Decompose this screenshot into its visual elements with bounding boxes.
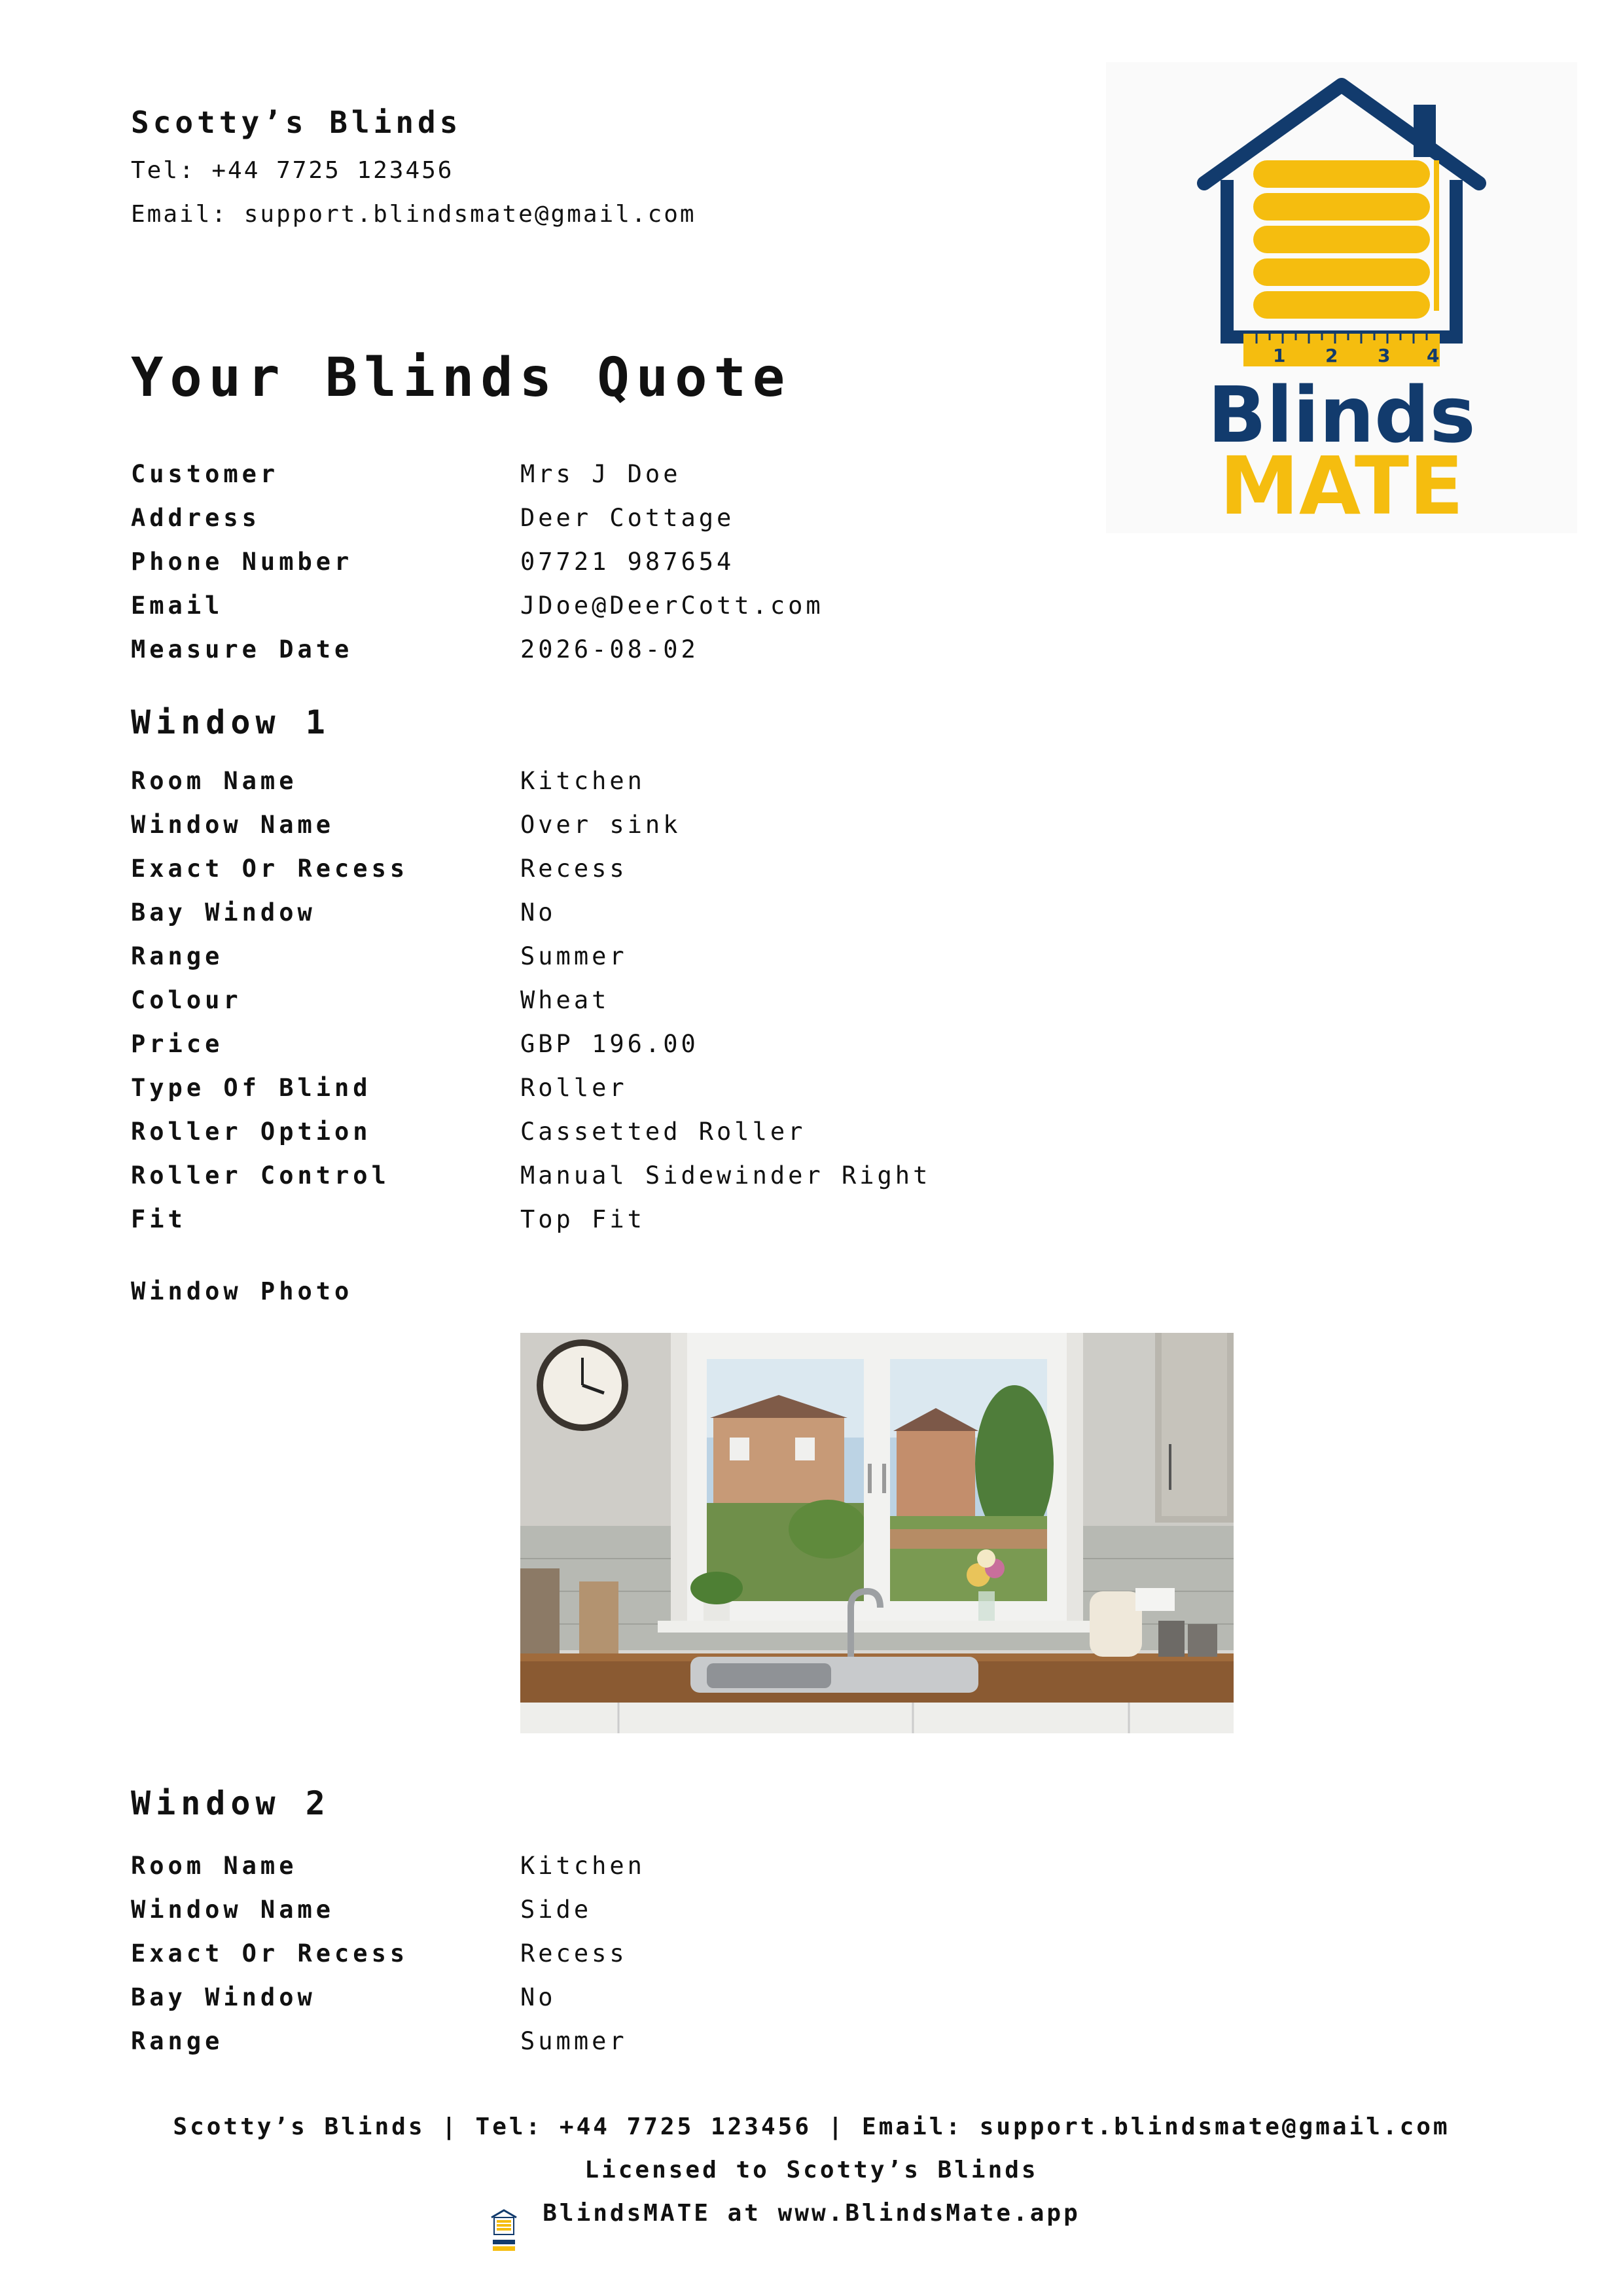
w1-fit-label: Fit xyxy=(131,1205,187,1233)
w1-roller-control-label: Roller Control xyxy=(131,1161,390,1190)
w1-price-value: GBP 196.00 xyxy=(520,1030,699,1058)
w1-bay-window-label: Bay Window xyxy=(131,898,316,927)
customer-label: Customer xyxy=(131,460,279,488)
window-photo xyxy=(520,1333,1234,1733)
footer-website: BlindsMATE at www.BlindsMate.app xyxy=(543,2200,1080,2227)
w1-exact-recess-value: Recess xyxy=(520,855,628,883)
w1-bay-window-value: No xyxy=(520,898,556,927)
w2-bay-window-value: No xyxy=(520,1983,556,2011)
w1-roller-control-value: Manual Sidewinder Right xyxy=(520,1161,931,1190)
measure-date-value: 2026-08-02 xyxy=(520,635,699,663)
w1-roller-option-value: Cassetted Roller xyxy=(520,1118,806,1146)
customer-value: Mrs J Doe xyxy=(520,460,681,488)
window-photo-label: Window Photo xyxy=(131,1277,353,1305)
logo-text-blinds: Blinds xyxy=(1207,370,1476,460)
w1-roller-option-label: Roller Option xyxy=(131,1118,372,1146)
blindsmate-small-logo xyxy=(488,2208,520,2254)
w1-type-of-blind-value: Roller xyxy=(520,1074,628,1102)
blindsmate-logo xyxy=(1106,62,1577,533)
ruler-number-2: 2 xyxy=(1325,345,1338,366)
w2-bay-window-label: Bay Window xyxy=(131,1983,316,2011)
w1-range-label: Range xyxy=(131,942,224,970)
w2-room-name-label: Room Name xyxy=(131,1852,298,1880)
business-name: Scotty’s Blinds xyxy=(131,105,462,140)
ruler-number-3: 3 xyxy=(1378,345,1391,366)
w1-exact-recess-label: Exact Or Recess xyxy=(131,855,409,883)
ruler-number-1: 1 xyxy=(1273,345,1286,366)
w1-room-name-label: Room Name xyxy=(131,767,298,795)
phone-label: Phone Number xyxy=(131,548,353,576)
footer-license: Licensed to Scotty’s Blinds xyxy=(584,2157,1039,2183)
w2-room-name-value: Kitchen xyxy=(520,1852,645,1880)
address-value: Deer Cottage xyxy=(520,504,735,532)
w1-window-name-label: Window Name xyxy=(131,811,335,839)
business-tel: Tel: +44 7725 123456 xyxy=(131,157,454,184)
email-value: JDoe@DeerCott.com xyxy=(520,592,824,620)
address-label: Address xyxy=(131,504,260,532)
footer-contact: Scotty’s Blinds | Tel: +44 7725 123456 | Email: support.blindsmate@gmail.com xyxy=(173,2113,1450,2140)
window-1-heading: Window 1 xyxy=(131,703,330,741)
w1-colour-value: Wheat xyxy=(520,986,610,1014)
w1-fit-value: Top Fit xyxy=(520,1205,645,1233)
business-email: Email: support.blindsmate@gmail.com xyxy=(131,201,696,228)
w1-type-of-blind-label: Type Of Blind xyxy=(131,1074,372,1102)
w1-price-label: Price xyxy=(131,1030,224,1058)
w1-window-name-value: Over sink xyxy=(520,811,681,839)
window-2-heading: Window 2 xyxy=(131,1784,330,1822)
w1-range-value: Summer xyxy=(520,942,628,970)
measure-date-label: Measure Date xyxy=(131,635,353,663)
quote-title: Your Blinds Quote xyxy=(131,347,792,409)
w1-room-name-value: Kitchen xyxy=(520,767,645,795)
email-label: Email xyxy=(131,592,224,620)
w2-range-label: Range xyxy=(131,2027,224,2055)
logo-text-mate: MATE xyxy=(1219,440,1464,533)
w1-colour-label: Colour xyxy=(131,986,242,1014)
phone-value: 07721 987654 xyxy=(520,548,735,576)
w2-window-name-label: Window Name xyxy=(131,1896,335,1924)
w2-exact-recess-label: Exact Or Recess xyxy=(131,1939,409,1968)
w2-exact-recess-value: Recess xyxy=(520,1939,628,1968)
w2-window-name-value: Side xyxy=(520,1896,592,1924)
w2-range-value: Summer xyxy=(520,2027,628,2055)
ruler-number-4: 4 xyxy=(1427,345,1440,366)
